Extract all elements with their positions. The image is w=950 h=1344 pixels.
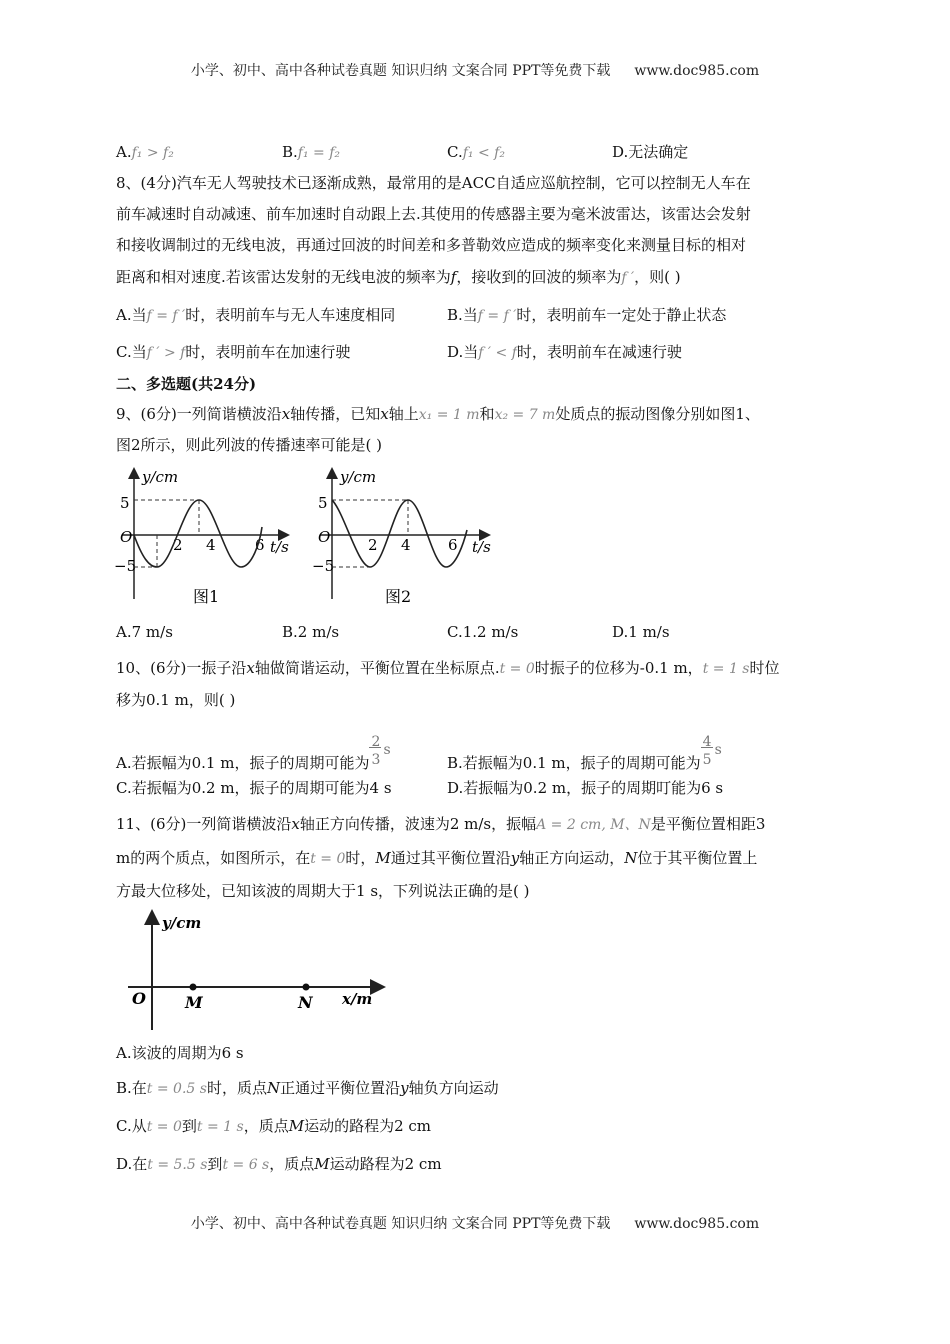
q8-option-d: D.当f ′ < f时，表明前车在减速行驶 — [447, 343, 682, 361]
fig2-curve — [332, 500, 467, 567]
q8-line-4: 距离和相对速度.若该雷达发射的无线电波的频率为f，接收到的回波的频率为f ′，则( ) — [116, 268, 681, 286]
page-header — [0, 60, 950, 80]
fig1-tick-4: 4 — [206, 536, 216, 554]
point-n — [303, 984, 310, 991]
q8-line-2: 前车减速时自动减速、前车加速时自动跟上去.其使用的传感器主要为毫米波雷达，该雷达会发射 — [116, 205, 751, 223]
q11-option-b: B.在t = 0.5 s时，质点N正通过平衡位置沿y轴负方向运动 — [116, 1079, 499, 1097]
fig2-tick-2: 2 — [368, 536, 378, 554]
footer-site[interactable]: www.doc985.com — [634, 1216, 760, 1232]
q9-figures — [112, 462, 512, 612]
q10-option-d: D.若振幅为0.2 m，振子的周期叮能为6 s — [447, 779, 724, 797]
fig3-label-m: M — [185, 993, 203, 1012]
fig1-caption: 图1 — [193, 587, 220, 606]
fig3-origin: O — [132, 989, 146, 1008]
q10-line-1: 10、(6分)一振子沿x轴做简谐运动，平衡位置在坐标原点.t = 0时振子的位移为-0.1 m，t = 1 s时位 — [116, 659, 780, 677]
q9-option-c: C.1.2 m/s — [447, 623, 519, 641]
q10-option-c: C.若振幅为0.2 m，振子的周期可能为4 s — [116, 779, 392, 797]
fig2-tick-6: 6 — [448, 536, 458, 554]
fig2-tick-4: 4 — [401, 536, 411, 554]
q10-line-2: 移为0.1 m，则( ) — [116, 691, 236, 709]
fig2-y-neg: −5 — [312, 557, 335, 575]
fig1-tick-2: 2 — [173, 536, 183, 554]
fig3-ylabel: y/cm — [162, 914, 202, 932]
header-text: 小学、初中、高中各种试卷真题 知识归纳 文案合同 PPT等免费下载 — [190, 63, 611, 79]
fig2-origin: O — [318, 528, 331, 546]
q8-option-b: B.当f = f ′时，表明前车一定处于静止状态 — [447, 306, 727, 324]
fig2-xlabel: t/s — [472, 538, 491, 556]
q11-line-2: m的两个质点，如图所示，在t = 0时，M通过其平衡位置沿y轴正方向运动，N位于其平衡位置上 — [116, 849, 758, 867]
fig1-y-neg: −5 — [114, 557, 137, 575]
q11-option-d: D.在t = 5.5 s到t = 6 s，质点M运动路程为2 cm — [116, 1155, 442, 1173]
q7-option-c: C.f₁ < f₂ — [447, 143, 505, 161]
q9-option-d: D.1 m/s — [612, 623, 670, 641]
fig1-xlabel: t/s — [270, 538, 289, 556]
point-m — [190, 984, 197, 991]
q8-line-1: 8、(4分)汽车无人驾驶技术已逐渐成熟，最常用的是ACC自适应巡航控制，它可以控制无人车在 — [116, 174, 751, 192]
q11-line-1: 11、(6分)一列简谐横波沿x轴正方向传播，波速为2 m/s，振幅A = 2 cm, M、N是平衡位置相距3 — [116, 815, 766, 833]
q7-option-b: B.f₁ = f₂ — [282, 143, 341, 161]
figure-1 — [114, 468, 289, 606]
q11-option-c: C.从t = 0到t = 1 s，质点M运动的路程为2 cm — [116, 1117, 432, 1135]
fig1-y-pos: 5 — [120, 494, 130, 512]
q9-option-b: B.2 m/s — [282, 623, 340, 641]
fig2-ylabel: y/cm — [340, 468, 377, 486]
fig3-label-n: N — [298, 993, 313, 1012]
section-title: 二、多选题(共24分) — [116, 375, 257, 393]
fig1-ylabel: y/cm — [142, 468, 179, 486]
q7-option-a: A.f₁ > f₂ — [116, 143, 174, 161]
fig1-tick-6: 6 — [255, 536, 265, 554]
q8-line-3: 和接收调制过的无线电波，再通过回波的时间差和多普勒效应造成的频率变化来测量目标的相对 — [116, 236, 747, 254]
footer-text: 小学、初中、高中各种试卷真题 知识归纳 文案合同 PPT等免费下载 — [190, 1216, 611, 1232]
q10-a-fraction: 2 3 s — [371, 734, 391, 768]
q11-option-a: A.该波的周期为6 s — [116, 1044, 244, 1062]
q11-figure — [120, 908, 390, 1033]
q10-option-b: B.若振幅为0.1 m，振子的周期可能为 4 5 s — [447, 748, 729, 773]
q8-option-c: C.当f ′ > f时，表明前车在加速行驶 — [116, 343, 351, 361]
q10-b-fraction: 4 5 s — [702, 734, 722, 768]
fig1-curve — [134, 500, 262, 567]
fig2-caption: 图2 — [385, 587, 412, 606]
q9-option-a: A.7 m/s — [116, 623, 173, 641]
fig2-y-pos: 5 — [318, 494, 328, 512]
q10-option-a: A.若振幅为0.1 m，振子的周期可能为 2 3 s — [116, 748, 397, 773]
q9-line-2: 图2所示，则此列波的传播速率可能是( ) — [116, 436, 383, 454]
header-site[interactable]: www.doc985.com — [634, 63, 760, 79]
figure-2 — [312, 468, 491, 606]
fig3-xlabel: x/m — [342, 990, 373, 1008]
page-footer — [0, 1213, 950, 1233]
q9-line-1: 9、(6分)一列简谐横波沿x轴传播，已知x轴上x₁ = 1 m和x₂ = 7 m处质点的振动图像分别如图1、 — [116, 405, 760, 423]
q7-option-d: D.无法确定 — [612, 143, 689, 161]
q8-option-a: A.当f = f ′时，表明前车与无人车速度相同 — [116, 306, 396, 324]
q11-line-3: 方最大位移处，已知该波的周期大于1 s，下列说法正确的是( ) — [116, 882, 530, 900]
fig1-origin: O — [120, 528, 133, 546]
